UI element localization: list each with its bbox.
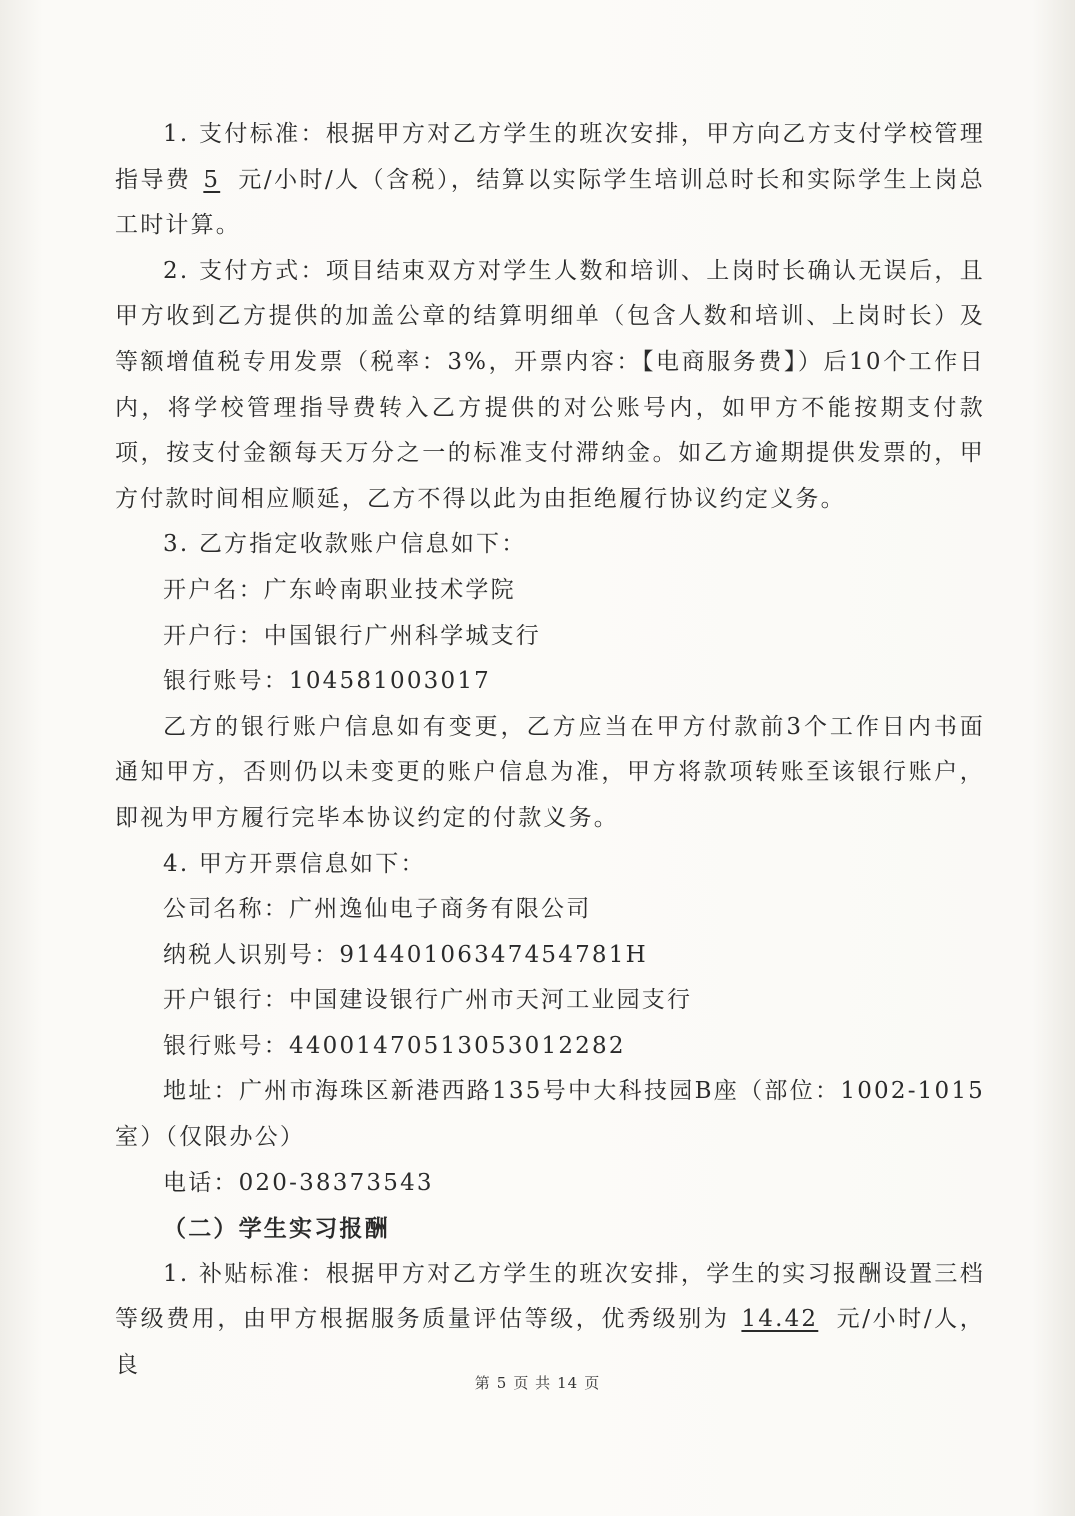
payment-standard-text: 1. 支付标准：根据甲方对乙方学生的班次安排，甲方向乙方支付学校管理指导费 [115, 121, 985, 193]
party-b-account-name: 开户名：广东岭南职业技术学院 [163, 576, 516, 603]
excellent-level-amount: 14.42 [741, 1306, 819, 1333]
subsidy-standard-text-end: 元/小时/人，良 [115, 1306, 985, 1379]
subsidy-standard-text: 1. 补贴标准：根据甲方对乙方学生的班次安排，学生的实习报酬设置三档等级费用，由甲方根据服务质量评估等级，优秀级别为 [115, 1260, 985, 1333]
payment-standard-paragraph [115, 112, 985, 249]
party-a-invoice-title: 4. 甲方开票信息如下： [163, 850, 426, 877]
party-a-tax-id: 纳税人识别号：91440106347454781H [163, 941, 648, 968]
document-body [115, 112, 985, 1389]
payment-standard-text-end: 元/小时/人（含税），结算以实际学生培训总时长和实际学生上岗总工时计算。 [115, 166, 985, 239]
party-a-address: 地址：广州市海珠区新港西路135号中大科技园B座（部位：1002-1015室）（仅限办公） [115, 1078, 985, 1151]
party-a-phone: 电话：020-38373543 [163, 1169, 434, 1196]
account-change-paragraph: 乙方的银行账户信息如有变更，乙方应当在甲方付款前3个工作日内书面通知甲方，否则仍以未变更的账户信息为准，甲方将款项转账至该银行账户，即视为甲方履行完毕本协议约定的付款义务。 [115, 713, 985, 831]
party-b-account-bank: 开户行：中国银行广州科学城支行 [163, 622, 541, 649]
footer-suffix: 页 [584, 1374, 601, 1392]
payment-method-paragraph: 2. 支付方式：项目结束双方对学生人数和培训、上岗时长确认无误后，且甲方收到乙方提供的加盖公章的结算明细单（包含人数和培训、上岗时长）及等额增值税专用发票（税率：3%，开票内容：【电商服务费】）后10个工作日内，将学校管理指导费转入乙方提供的对公账号内，如甲方不能按期支付款项，按支付金额每天万分之一的标准支付滞纳金。如乙方逾期提供发票的，甲方付款时间相应顺延，乙方不得以此为由拒绝履行协议约定义务。 [115, 257, 985, 512]
total-page-number: 14 [557, 1374, 579, 1392]
party-a-invoice-account: 银行账号：44001470513053012282 [163, 1032, 626, 1059]
page-number-footer [0, 1372, 1075, 1393]
footer-mid: 页 共 [513, 1374, 552, 1392]
subsidy-standard-paragraph [115, 1252, 985, 1389]
party-a-company-name: 公司名称：广州逸仙电子商务有限公司 [163, 896, 592, 923]
party-b-account-number: 银行账号：104581003017 [163, 668, 491, 695]
party-a-invoice-bank: 开户银行：中国建设银行广州市天河工业园支行 [163, 987, 693, 1014]
current-page-number: 5 [496, 1374, 508, 1392]
management-fee-amount: 5 [203, 166, 221, 193]
section-heading-internship-pay: （二）学生实习报酬 [163, 1215, 390, 1243]
footer-prefix: 第 [474, 1374, 491, 1392]
party-b-account-title: 3. 乙方指定收款账户信息如下： [163, 531, 527, 558]
